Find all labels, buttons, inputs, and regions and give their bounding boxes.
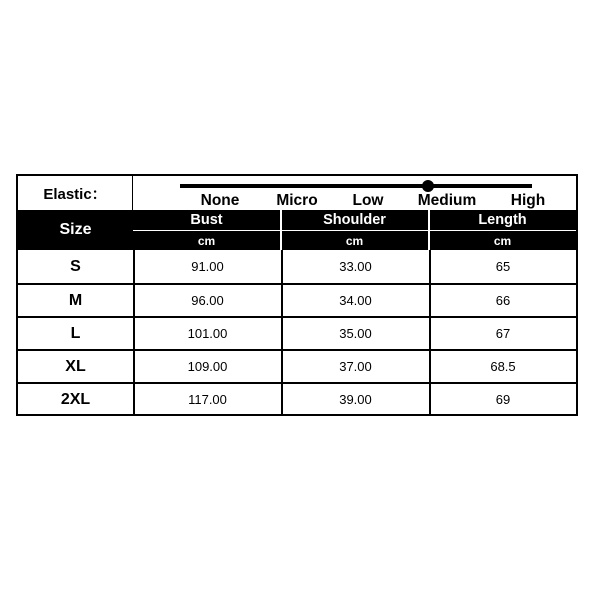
- size-cell: XL: [65, 357, 86, 375]
- shoulder-unit: cm: [345, 233, 364, 248]
- bust-cell: 117.00: [188, 392, 227, 407]
- size-cell: L: [70, 324, 81, 342]
- size-cell: 2XL: [60, 390, 91, 408]
- shoulder-cell: 37.00: [339, 359, 372, 374]
- elastic-scale: [134, 176, 576, 210]
- shoulder-cell: 39.00: [339, 392, 372, 407]
- table-row: [18, 382, 576, 415]
- size-cell: M: [68, 291, 83, 309]
- size-cell: S: [70, 257, 81, 275]
- shoulder-cell: 34.00: [339, 293, 372, 308]
- elastic-level-low: Low: [352, 192, 384, 209]
- length-cell: 66: [495, 293, 511, 308]
- bust-cell: 101.00: [187, 326, 228, 341]
- bust-header: Bust: [190, 212, 223, 228]
- bust-cell: 91.00: [191, 259, 224, 274]
- elastic-selected-marker: [422, 180, 434, 192]
- elastic-label: Elastic：: [18, 176, 133, 210]
- table-row: [18, 283, 576, 316]
- length-header: Length: [478, 212, 527, 228]
- length-cell: 69: [495, 392, 511, 407]
- table-row: [18, 349, 576, 382]
- size-table-body: [18, 250, 576, 415]
- elastic-scale-line: [180, 184, 532, 188]
- length-cell: 68.5: [490, 359, 516, 374]
- size-column-header: Size: [18, 210, 133, 250]
- table-row: [18, 316, 576, 349]
- unit-header-row: [133, 231, 576, 250]
- elastic-level-micro: Micro: [276, 192, 318, 209]
- elastic-level-medium: Medium: [417, 192, 477, 209]
- size-chart: [16, 174, 578, 416]
- shoulder-cell: 33.00: [339, 259, 372, 274]
- measurement-header-row: [133, 210, 576, 230]
- elastic-row: [18, 176, 576, 210]
- elastic-level-high: High: [510, 192, 546, 209]
- column-divider: [429, 250, 431, 414]
- elastic-level-none: None: [200, 192, 240, 209]
- table-row: [18, 250, 576, 283]
- header-divider: [280, 210, 282, 230]
- column-divider: [133, 250, 135, 414]
- shoulder-cell: 35.00: [339, 326, 372, 341]
- length-unit: cm: [493, 233, 512, 248]
- length-cell: 65: [495, 259, 511, 274]
- header-divider: [280, 231, 282, 250]
- column-divider: [281, 250, 283, 414]
- shoulder-header: Shoulder: [323, 212, 386, 228]
- bust-cell: 109.00: [187, 359, 228, 374]
- bust-cell: 96.00: [191, 293, 224, 308]
- header-divider: [428, 231, 430, 250]
- bust-unit: cm: [197, 233, 216, 248]
- header-divider: [428, 210, 430, 230]
- length-cell: 67: [495, 326, 511, 341]
